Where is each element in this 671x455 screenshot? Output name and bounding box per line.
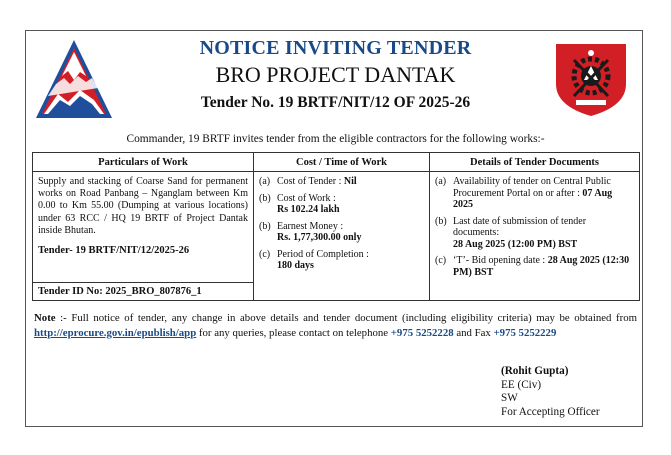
note-label: Note (34, 312, 56, 324)
cost-time-cell (254, 172, 430, 301)
list-item: (c) Period of Completion : 180 days (259, 248, 369, 271)
tender-number: Tender No. 19 BRTF/NIT/12 OF 2025-26 (200, 94, 471, 111)
details-list (435, 176, 634, 278)
header-cost-time: Cost / Time of Work (254, 153, 430, 172)
list-item: (a) Availability of tender on Central Public Procurement Portal on or after : 07 Aug 2025 (435, 176, 613, 210)
eprocure-link[interactable]: http://eprocure.gov.in/epublish/app (34, 326, 197, 339)
tender-reference: Tender- 19 BRTF/NIT/12/2025-26 (38, 245, 190, 257)
list-item: (b) Last date of submission of tender documents: 28 Aug 2025 (12:00 PM) BST (435, 215, 587, 250)
list-item: (b) Earnest Money : Rs. 1,77,300.00 only (259, 220, 362, 243)
list-item: (b) Cost of Work : Rs 102.24 lakh (259, 192, 340, 215)
list-item: (c) ‘T’- Bid opening date : 28 Aug 2025 (12:30 PM) BST (435, 255, 630, 278)
note-paragraph: Note :- Full notice of tender, any change in above details and tender document (including eligibility criteria) may be obtained from http://eprocure.gov.in/epublish/app for any queries, please contact on telephone +975 5252228 and Fax +975 5252229 (34, 312, 637, 339)
signatory-unit: SW (501, 392, 518, 404)
list-item: (a) Cost of Tender : Nil (259, 176, 357, 187)
work-description: Supply and stacking of Coarse Sand for permanent works on Road Panbang – Nganglam between Km 0.00 to Km 55.00 (Dumping at various locations) under 63 RCC / HQ 19 BRTF of Project Dantak inside Bhutan. (38, 176, 248, 236)
works-table (32, 152, 640, 301)
particulars-cell (33, 172, 254, 283)
page-title: NOTICE INVITING TENDER (199, 37, 472, 59)
signatory-role: For Accepting Officer (501, 405, 600, 418)
phone-number: +975 5252228 (390, 326, 454, 339)
cost-list (259, 176, 424, 272)
tender-id: Tender ID No: 2025_BRO_807876_1 (33, 283, 254, 301)
header-particulars: Particulars of Work (33, 153, 254, 172)
intro-text: Commander, 19 BRTF invites tender from the eligible contractors for the following works:- (126, 133, 545, 145)
table-row (33, 172, 640, 283)
project-name: BRO PROJECT DANTAK (215, 62, 456, 87)
details-cell (430, 172, 640, 301)
header-details: Details of Tender Documents (430, 153, 640, 172)
signatory-designation: EE (Civ) (501, 378, 542, 391)
signatory-name: (Rohit Gupta) (501, 365, 569, 377)
signature-block (501, 365, 600, 419)
fax-number: +975 5252229 (493, 326, 557, 339)
table-header-row (33, 153, 640, 172)
